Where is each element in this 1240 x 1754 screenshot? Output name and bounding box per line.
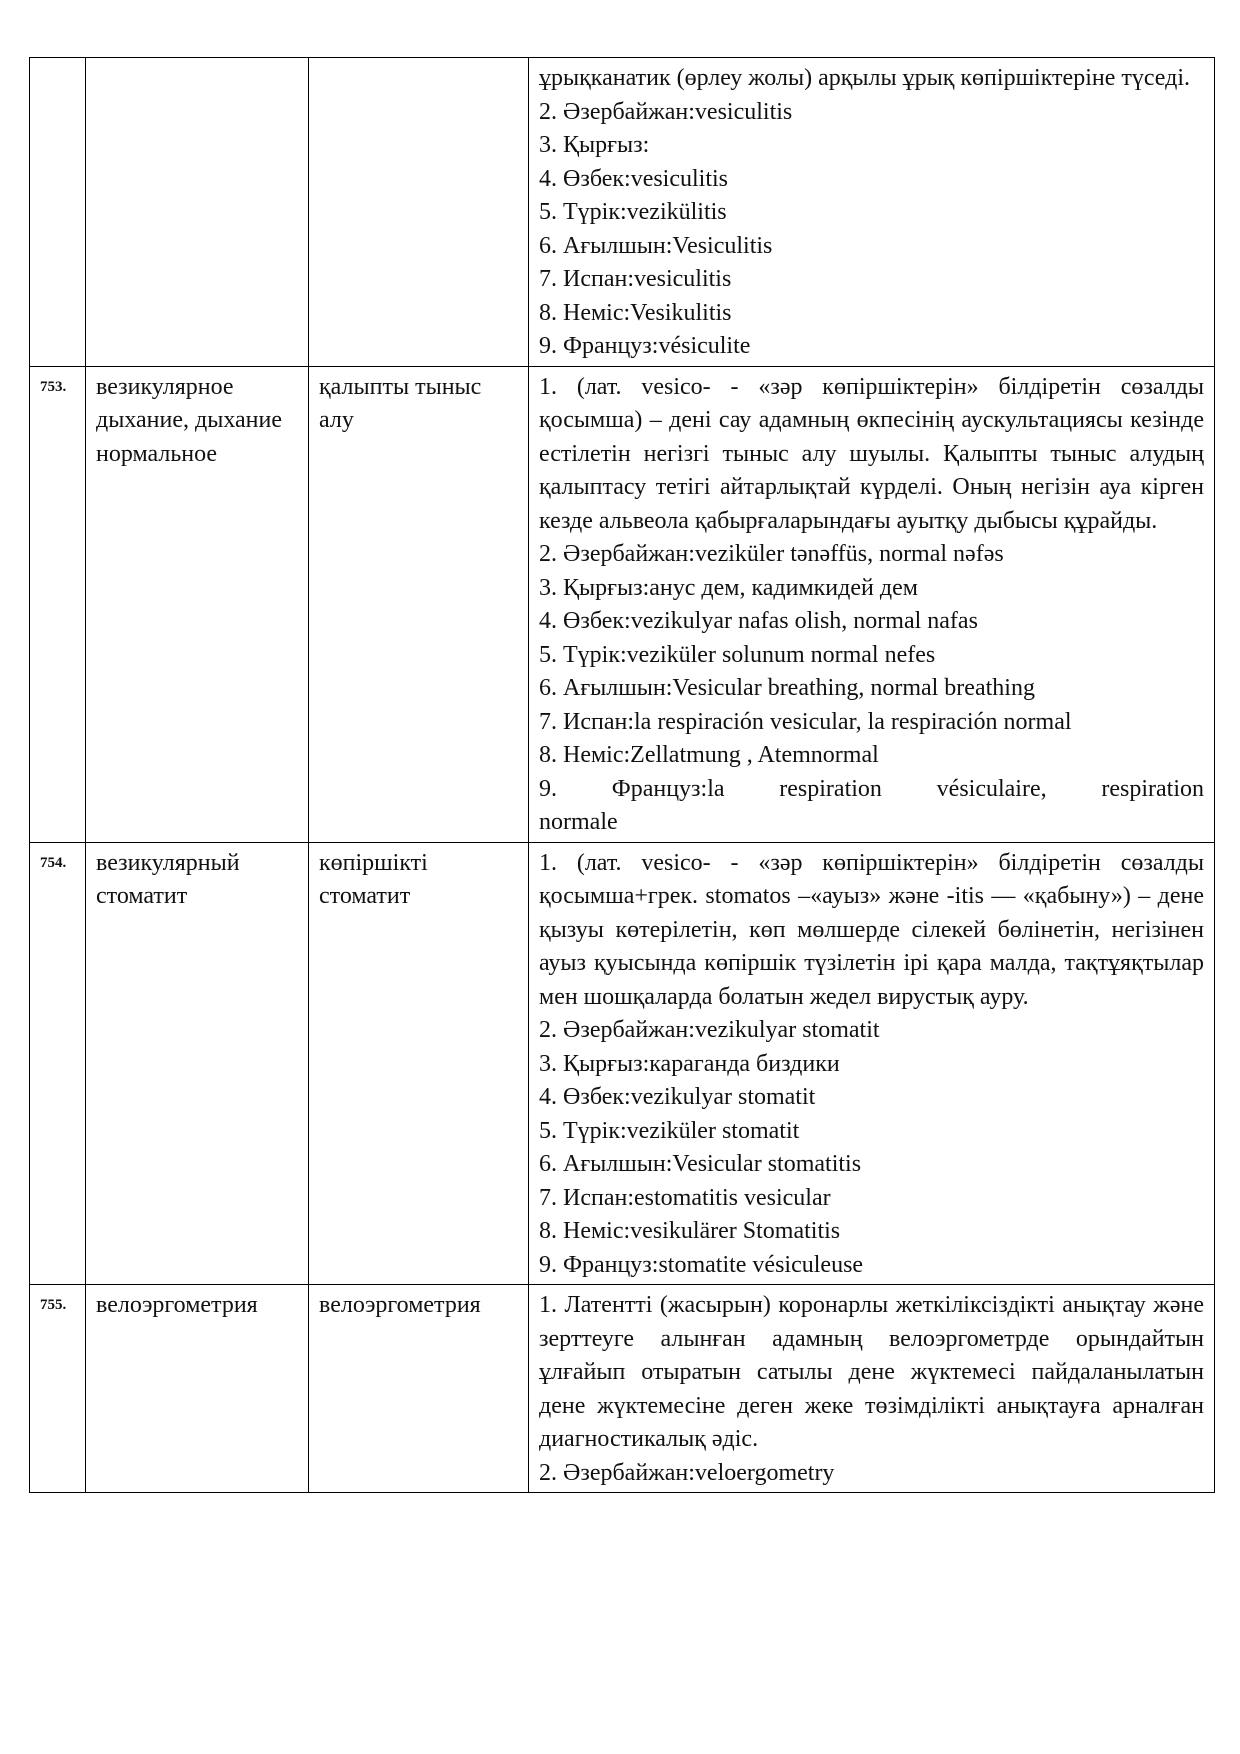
table-row bbox=[30, 58, 1215, 367]
russian-term bbox=[86, 58, 309, 367]
definition-cell bbox=[529, 842, 1215, 1285]
entry-number: 754. bbox=[30, 842, 86, 1285]
translation-line: 5. Түрік:veziküler stomatit bbox=[539, 1117, 800, 1144]
translation-line: 2. Әзербайжан:veloergometry bbox=[539, 1459, 835, 1486]
russian-term: везикулярное дыхание, дыхание нормальное bbox=[86, 366, 309, 842]
translation-line: 6. Ағылшын:Vesicular stomatitis bbox=[539, 1151, 862, 1177]
translation-line: 9. Француз:stomatite vésiculeuse bbox=[539, 1251, 864, 1278]
entry-number: 755. bbox=[30, 1285, 86, 1493]
translation-line: 6. Ағылшын:Vesicular breathing, normal breathing bbox=[539, 675, 1035, 701]
translation-line: 3. Қырғыз:караганда биздики bbox=[539, 1050, 840, 1077]
translation-line: 6. Ағылшын:Vesiculitis bbox=[539, 232, 773, 259]
definition-cell bbox=[529, 1285, 1215, 1493]
kazakh-term: велоэргометрия bbox=[309, 1285, 529, 1493]
table-row bbox=[30, 366, 1215, 842]
translation-line: 2. Әзербайжан:vesiculitis bbox=[539, 98, 793, 125]
translation-line: 9. Француз:vésiculite bbox=[539, 333, 751, 359]
translation-line: 3. Қырғыз: bbox=[539, 132, 650, 158]
translation-line: 4. Өзбек:vesiculitis bbox=[539, 165, 729, 192]
translation-line: 3. Қырғыз:анус дем, кадимкидей дем bbox=[539, 574, 918, 601]
table-row bbox=[30, 842, 1215, 1285]
definition-text: ұрықканатик (өрлеу жолы) арқылы ұрық көпіршіктеріне түседі. bbox=[539, 65, 1191, 91]
kazakh-term: қалыпты тыныс алу bbox=[309, 366, 529, 842]
table-row bbox=[30, 1285, 1215, 1493]
translation-line-continued: normale bbox=[539, 809, 618, 835]
kazakh-term bbox=[309, 58, 529, 367]
russian-term: везикулярный стоматит bbox=[86, 842, 309, 1285]
translation-line: 8. Неміс:vesikulärer Stomatitis bbox=[539, 1218, 841, 1244]
kazakh-term: көпіршікті стоматит bbox=[309, 842, 529, 1285]
translation-line: 2. Әзербайжан:veziküler tənəffüs, normal nəfəs bbox=[539, 541, 1004, 567]
translation-line: 7. Испан:la respiración vesicular, la respiración normal bbox=[539, 708, 1072, 735]
translation-line: 5. Түрік:veziküler solunum normal nefes bbox=[539, 641, 936, 668]
definition-text: 1. (лат. vesico- - «зәр көпіршіктерін» білдіретін сөзалды қосымша+грек. stomatos –«ауыз» және -itis — «қабыну») – дене қызуы көтерілетін, көп мөлшерде сілекей бөлінетін, негізінен ауыз қуысында көпіршік түзілетін ірі қара малда, тақтұяқтылар мен шошқаларда болатын жедел вирустық ауру. bbox=[539, 849, 1204, 1010]
translation-line: 4. Өзбек:vezikulyar nafas olish, normal nafas bbox=[539, 608, 978, 634]
translation-line: 7. Испан:vesiculitis bbox=[539, 266, 732, 292]
entry-number bbox=[30, 58, 86, 367]
translation-line: 7. Испан:estomatitis vesicular bbox=[539, 1184, 831, 1211]
russian-term: велоэргометрия bbox=[86, 1285, 309, 1493]
definition-cell bbox=[529, 366, 1215, 842]
definition-text: 1. Латентті (жасырын) коронарлы жеткіліксіздікті анықтау және зерттеуге алынған адамның велоэргометрде орындайтын ұлғайып отыратын сатылы дене жүктемесі пайдаланылатын дене жүктемесіне деген жеке төзімділікті анықтауға арналған диагностикалық әдіс. bbox=[539, 1292, 1204, 1452]
translation-line: 9. Француз:la respiration vésiculaire, respiration bbox=[539, 775, 1204, 802]
translation-line: 8. Неміс:Zellatmung , Atemnormal bbox=[539, 742, 879, 768]
translation-line: 8. Неміс:Vesikulitis bbox=[539, 299, 732, 326]
translation-line: 4. Өзбек:vezikulyar stomatit bbox=[539, 1084, 816, 1110]
translation-line: 2. Әзербайжан:vezikulyar stomatit bbox=[539, 1017, 880, 1043]
definition-text: 1. (лат. vesico- - «зәр көпіршіктерін» білдіретін сөзалды қосымша) – дені сау адамның өкпесінің аускультациясы кезінде естілетін негізгі тыныс алу шуылы. Қалыпты тыныс алудың қалыптасу тетігі айтарлықтай күрделі. Оның негізін ауа кірген кезде альвеола қабырғаларындағы ауытқу дыбысы құрайды. bbox=[539, 373, 1204, 534]
entry-number: 753. bbox=[30, 366, 86, 842]
definition-cell bbox=[529, 58, 1215, 367]
dictionary-table bbox=[29, 57, 1215, 1493]
translation-line: 5. Түрік:vezikülitis bbox=[539, 199, 727, 225]
